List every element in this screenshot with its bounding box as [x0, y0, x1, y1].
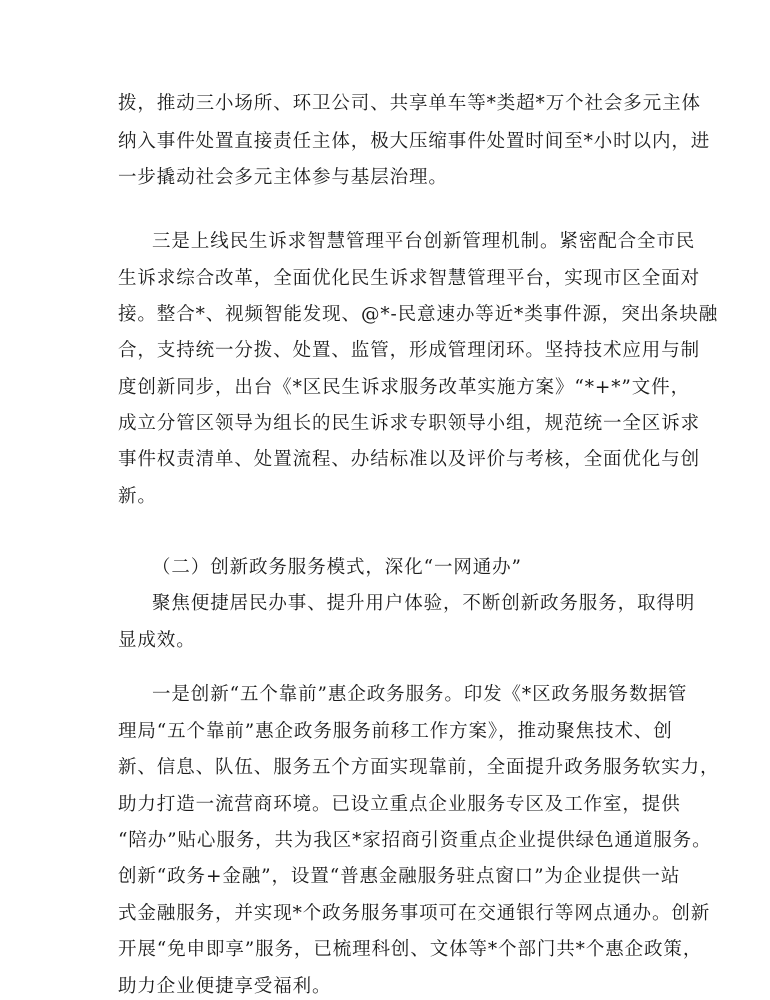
paragraph-line: 助力企业便捷享受福利。 [118, 976, 332, 997]
paragraph-line: 助力打造一流营商环境。已设立重点企业服务专区及工作室，提供 [118, 794, 681, 815]
paragraph-line: “陪办”贴心服务，共为我区*家招商引资重点企业提供绿色通道服务。 [118, 830, 712, 851]
paragraph-line: 显成效。 [118, 630, 196, 651]
paragraph-line: 新。 [118, 486, 157, 507]
paragraph-line: 纳入事件处置直接责任主体，极大压缩事件处置时间至*小时以内，进 [118, 131, 711, 152]
paragraph-line: 接。整合*、视频智能发现、@*-民意速办等近*类事件源，突出条块融 [118, 304, 719, 325]
section-heading: （二）创新政务服务模式，深化“一网通办” [152, 557, 522, 578]
paragraph-line: 三是上线民生诉求智慧管理平台创新管理机制。紧密配合全市民 [152, 231, 696, 252]
paragraph-line: 式金融服务，并实现*个政务服务事项可在交通银行等网点通办。创新 [118, 903, 711, 924]
paragraph-line: 成立分管区领导为组长的民生诉求专职领导小组，规范统一全区诉求 [118, 413, 701, 434]
paragraph-line: 生诉求综合改革，全面优化民生诉求智慧管理平台，实现市区全面对 [118, 268, 701, 289]
paragraph-line: 合，支持统一分拨、处置、监管，形成管理闭环。坚持技术应用与制 [118, 340, 701, 361]
paragraph-line: 创新“政务+金融”，设置“普惠金融服务驻点窗口”为企业提供一站 [118, 866, 681, 887]
paragraph-line: 一是创新“五个靠前”惠企政务服务。印发《*区政务服务数据管 [152, 684, 688, 705]
paragraph-line: 理局“五个靠前”惠企政务服务前移工作方案》，推动聚焦技术、创 [118, 721, 673, 742]
paragraph-line: 新、信息、队伍、服务五个方面实现靠前，全面提升政务服务软实力， [118, 757, 720, 778]
paragraph-line: 聚焦便捷居民办事、提升用户体验，不断创新政务服务，取得明 [152, 593, 696, 614]
paragraph-line: 度创新同步，出台《*区民生诉求服务改革实施方案》“*+*”文件， [118, 377, 690, 398]
paragraph-line: 拨，推动三小场所、环卫公司、共享单车等*类超*万个社会多元主体 [118, 93, 701, 114]
paragraph-line: 一步撬动社会多元主体参与基层治理。 [118, 167, 448, 188]
paragraph-line: 开展“免申即享”服务，已梳理科创、文体等*个部门共*个惠企政策， [118, 939, 703, 960]
paragraph-line: 事件权责清单、处置流程、办结标准以及评价与考核，全面优化与创 [118, 449, 701, 470]
